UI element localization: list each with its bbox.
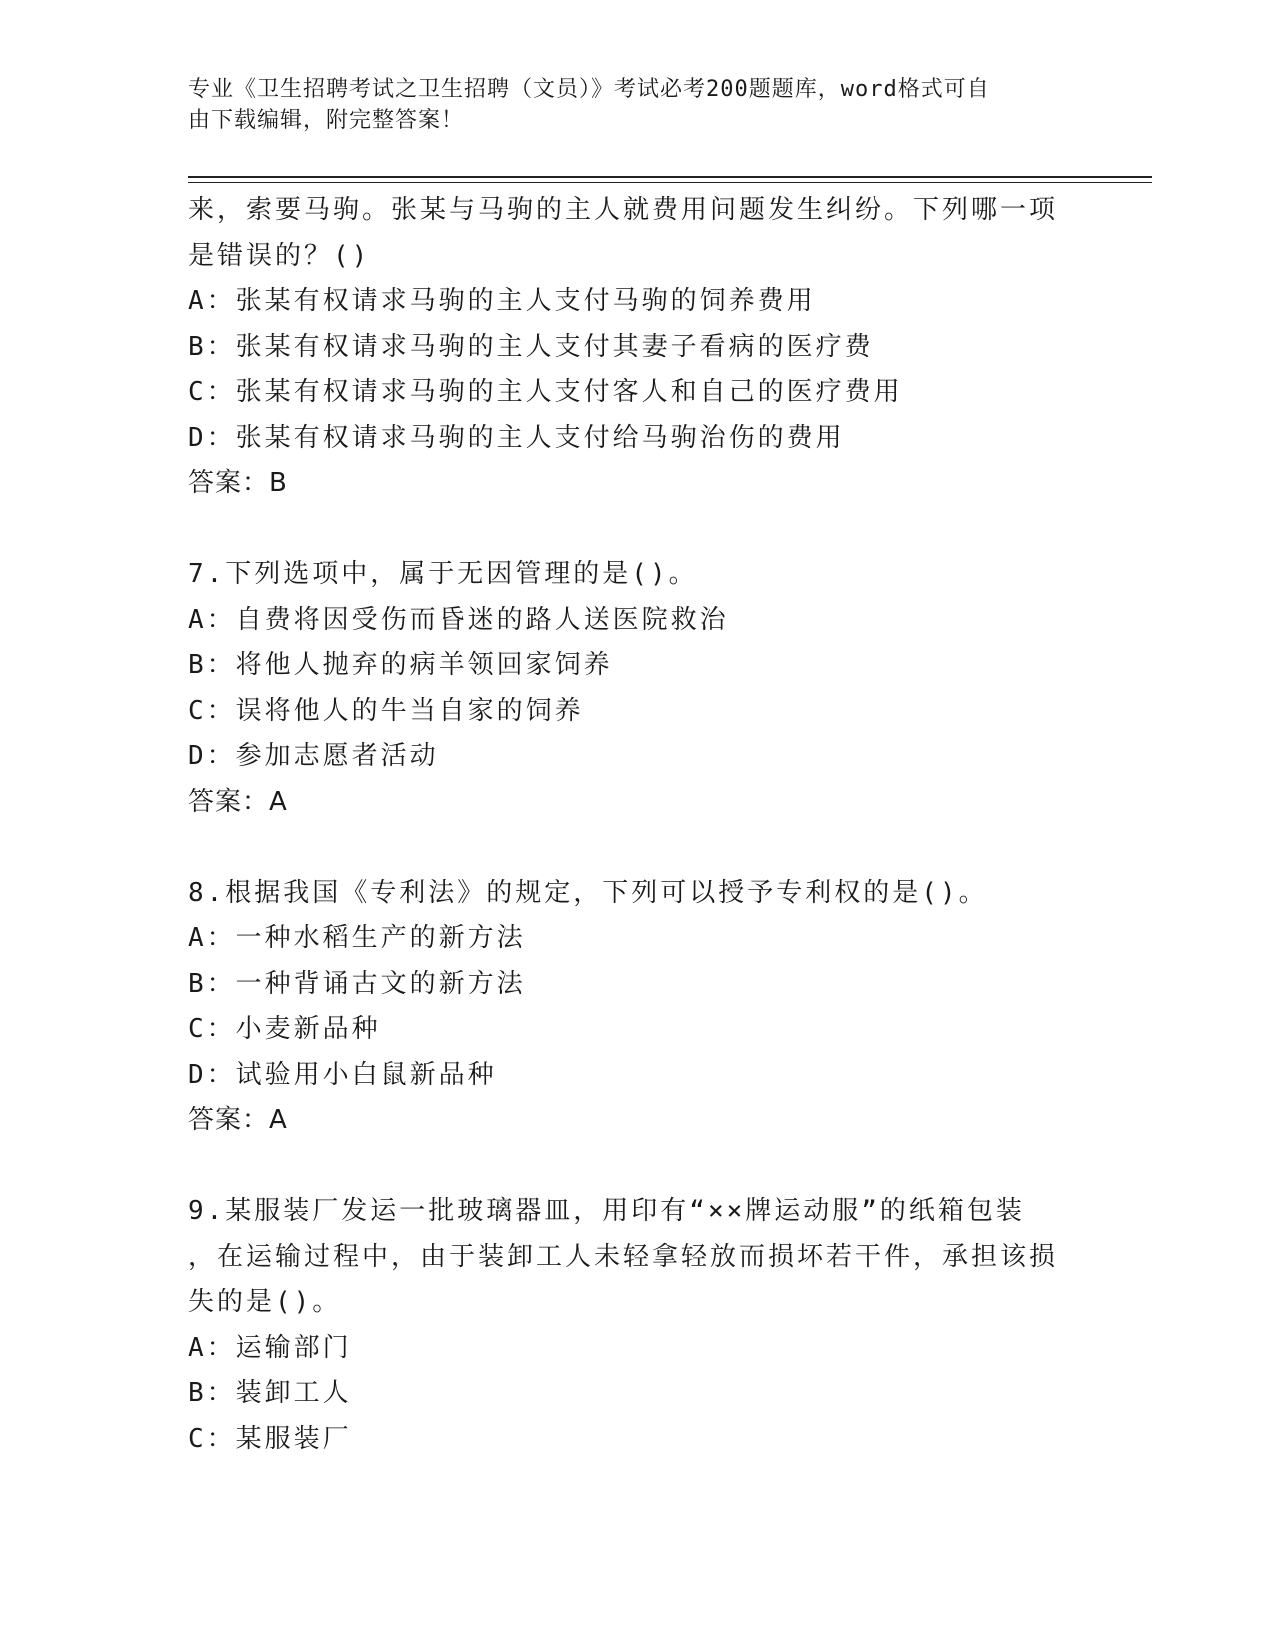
spacer [188, 507, 1088, 553]
option-d: D：参加志愿者活动 [188, 741, 439, 771]
option-b: B：装卸工人 [188, 1378, 352, 1408]
document-header [188, 74, 1068, 136]
option-b: B：将他人抛弃的病羊领回家饲养 [188, 650, 613, 680]
option-c: C：误将他人的牛当自家的饲养 [188, 695, 584, 726]
header-divider-thin [188, 182, 1152, 183]
question-text: 9.某服装厂发运一批玻璃器皿，用印有“××牌运动服”的纸箱包装 [188, 1196, 1025, 1226]
spacer [188, 825, 1088, 871]
option-c: C：小麦新品种 [188, 1014, 381, 1044]
question-text: 失的是()。 [188, 1287, 342, 1317]
answer-label: 答案：A [188, 786, 288, 817]
option-b: B：一种背诵古文的新方法 [188, 968, 526, 999]
question-text: ，在运输过程中，由于装卸工人未轻拿轻放而损坏若干件，承担该损 [188, 1241, 1059, 1272]
option-d: D：张某有权请求马驹的主人支付给马驹治伤的费用 [188, 422, 845, 453]
answer-label: 答案：B [188, 468, 288, 498]
question-8 [188, 871, 1088, 1144]
question-content [188, 188, 1088, 1462]
header-line-2: 由下载编辑，附完整答案！ [188, 108, 465, 133]
option-c: C：张某有权请求马驹的主人支付客人和自己的医疗费用 [188, 377, 903, 407]
option-a: A：一种水稻生产的新方法 [188, 923, 526, 953]
question-text: 来，索要马驹。张某与马驹的主人就费用问题发生纠纷。下列哪一项 [188, 195, 1059, 225]
header-divider-thick [188, 176, 1152, 178]
question-6 [188, 188, 1088, 507]
spacer [188, 1144, 1088, 1190]
answer-label: 答案：A [188, 1105, 288, 1135]
question-9 [188, 1189, 1088, 1462]
question-text: 7.下列选项中，属于无因管理的是()。 [188, 559, 698, 589]
option-a: A：自费将因受伤而昏迷的路人送医院救治 [188, 604, 729, 635]
option-a: A：张某有权请求马驹的主人支付马驹的饲养费用 [188, 286, 816, 316]
option-d: D：试验用小白鼠新品种 [188, 1059, 497, 1090]
option-a: A：运输部门 [188, 1332, 352, 1363]
question-7 [188, 552, 1088, 825]
option-c: C：某服装厂 [188, 1423, 352, 1454]
question-text: 是错误的？() [188, 240, 371, 271]
option-b: B：张某有权请求马驹的主人支付其妻子看病的医疗费 [188, 331, 874, 362]
header-line-1: 专业《卫生招聘考试之卫生招聘（文员）》考试必考200题题库，word格式可自 [188, 77, 990, 102]
question-text: 8.根据我国《专利法》的规定，下列可以授予专利权的是()。 [188, 877, 988, 908]
